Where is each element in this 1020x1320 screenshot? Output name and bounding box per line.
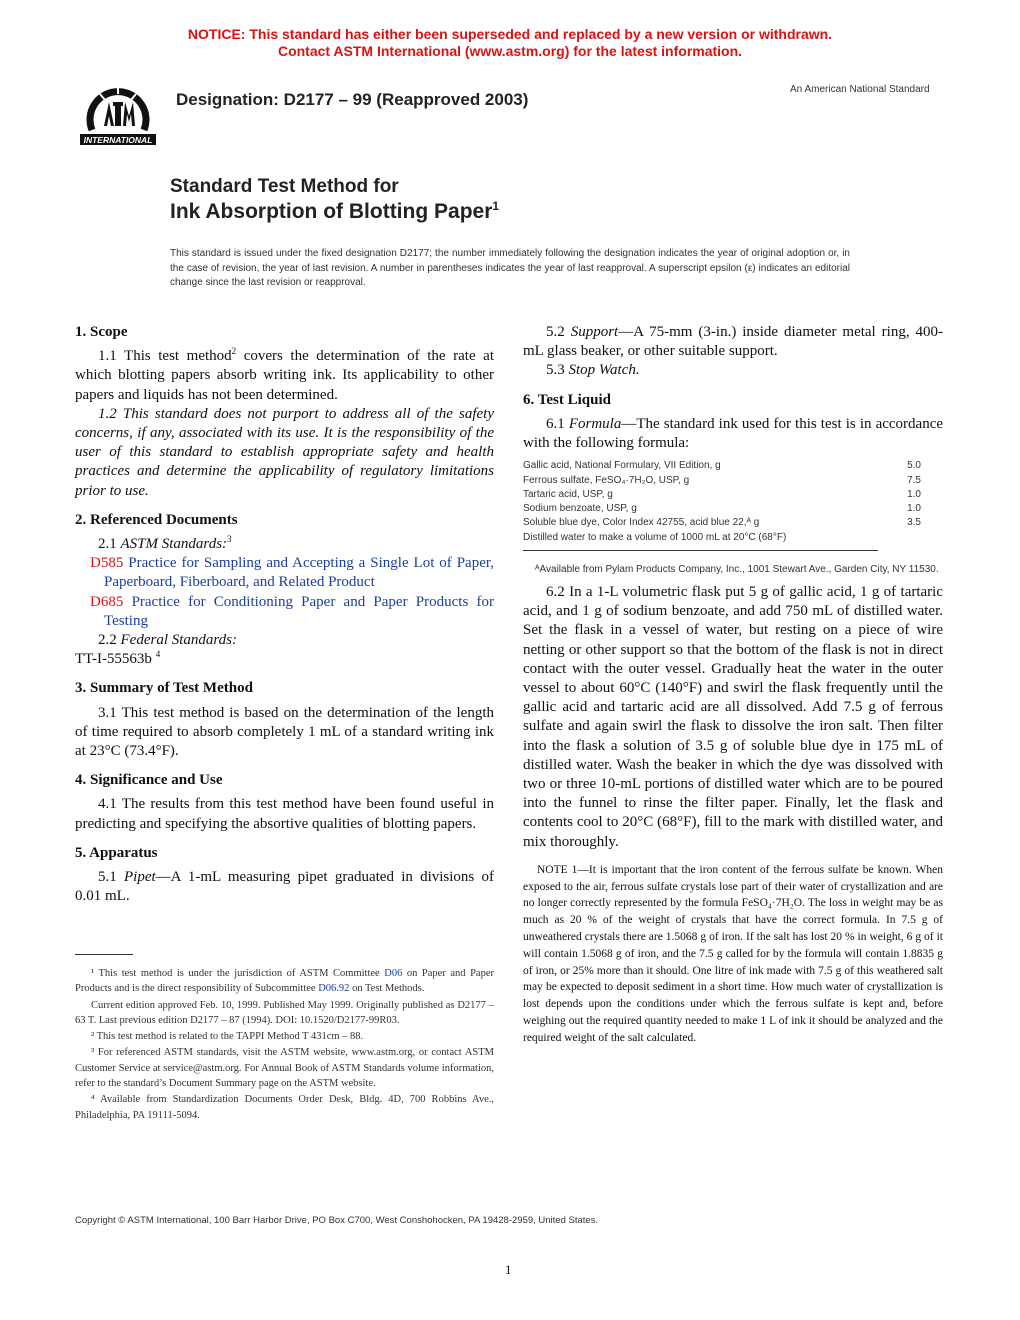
footnotes <box>75 966 494 1124</box>
d585-title-link[interactable]: Practice for Sampling and Accepting a Single Lot of Paper, Paperboard, Fiberboard, and Related Product <box>104 555 495 591</box>
section-apparatus <box>75 844 494 907</box>
astm-standards-label: 2.1 ASTM Standards:$^3$ <box>98 534 232 553</box>
formula-row <box>523 531 943 545</box>
designation: Designation: D2177 – 99 (Reapproved 2003) <box>176 90 529 109</box>
formula-ingredient: Sodium benzoate, USP, g <box>523 503 637 515</box>
formula-ingredient: Tartaric acid, USP, g <box>523 488 613 500</box>
title-line-2 <box>170 199 499 224</box>
formula-row <box>523 488 943 502</box>
paragraph-5-3: 5.3 Stop Watch. <box>546 362 640 379</box>
left-column <box>75 323 494 916</box>
section-heading: 6. Test Liquid <box>523 391 611 408</box>
paragraph-6-1: 6.1 Formula—The standard ink used for this test is in accordance with the following formula: <box>523 415 944 452</box>
d685-title-link[interactable]: Practice for Conditioning Paper and Paper Products for Testing <box>104 593 495 629</box>
subcommittee-d06-92-link[interactable]: D06.92 <box>318 983 350 995</box>
federal-standards-label: 2.2 Federal Standards: <box>98 632 238 649</box>
table-footnote: ᴬAvailable from Pylam Products Company, Inc., 1001 Stewart Ave., Garden City, NY 11530. <box>535 564 939 575</box>
paragraph-1-2: 1.2 This standard does not purport to address all of the safety concerns, if any, associated with its use. It is the responsibility of the user of this standard to establish appropriate safety and health practices and determine the applicability of regulatory limitations prior to use. <box>75 405 494 499</box>
footnote-ref[interactable]: 3 <box>227 534 232 545</box>
formula-ingredient: Soluble blue dye, Color Index 42755, acid blue 22,ᴬ g <box>523 517 760 529</box>
paragraph-5-2: 5.2 Support—A 75-mm (3-in.) inside diameter metal ring, 400-mL glass beaker, or other suitable support. <box>523 324 944 360</box>
footnote-1-edition: Current edition approved Feb. 10, 1999. Published May 1999. Originally published as D2177 – 63 T. Last previous edition D2177 – 87 (1994). DOI: 10.1520/D2177-99R03. <box>75 999 494 1026</box>
page-number: 1 <box>505 1262 512 1277</box>
section-heading: 5. Apparatus <box>75 844 158 861</box>
formula-ingredient: Gallic acid, National Formulary, VII Edition, g <box>523 460 721 472</box>
committee-d06-link[interactable]: D06 <box>384 968 403 979</box>
title-text: Ink Absorption of Blotting Paper <box>170 200 493 223</box>
formula-amount <box>881 531 943 545</box>
reference-d685[interactable] <box>75 593 494 631</box>
title-footnote-mark[interactable]: 1 <box>492 199 500 213</box>
formula-row <box>523 502 943 516</box>
paragraph-5-1: 5.1 Pipet—A 1-mL measuring pipet graduated in divisions of 0.01 mL. <box>75 869 494 905</box>
formula-row <box>523 459 943 473</box>
d585-code[interactable]: D585 <box>90 555 124 572</box>
formula-amount: 1.0 <box>907 503 921 515</box>
paragraph-6-2: 6.2 In a 1-L volumetric flask put 5 g of gallic acid, 1 g of tartaric acid, and 1 g of sodium benzoate, and add 750 mL of distilled water. Set the flask in a vessel of water, but resting on a piece of wire netting or other support so that the bottom of the flask is not in direct contact with the outer vessel. Gradually heat the water in the outer vessel to about 60°C (140°F) and swirl the flask frequently until the gallic acid and tartaric acid are all dissolved. Add 7.5 g of ferrous sulfate and again swirl the flask to dissolve the iron salt. Then filter into the flask a solution of 3.5 g of soluble blue dye in 175 mL of distilled water. Wash the beaker in which the dye was dissolved with two or three 10-mL portions of distilled water which are to be poured into the funnel to rinse the filter paper. Finally, let the flask and contents cool to 20°C (68°F), fill to the mark with distilled water, and mix thoroughly. <box>523 584 943 850</box>
section-heading: 4. Significance and Use <box>75 772 223 789</box>
ink-formula-table <box>523 459 943 545</box>
formula-amount: 3.5 <box>907 517 921 529</box>
section-significance <box>75 771 494 834</box>
federal-standard-tt: TT-I-55563b $^4$ <box>75 649 161 668</box>
footnote-3: ³ For referenced ASTM standards, visit the ASTM website, www.astm.org, or contact ASTM Customer Service at service@astm.org. For Annual Book of ASTM Standards volume information, refer to the standard’s Document Summary page on the ASTM website. <box>75 1047 494 1090</box>
reference-d585[interactable] <box>75 554 494 592</box>
footnote-ref[interactable]: 2 <box>231 346 237 357</box>
notice-line-1: NOTICE: This standard has either been superseded and replaced by a new version or withdrawn. <box>187 26 833 42</box>
formula-amount: 1.0 <box>907 488 921 500</box>
formula-amount: 7.5 <box>907 474 921 486</box>
section-heading: 3. Summary of Test Method <box>75 680 253 697</box>
notice-line-2: Contact ASTM International (www.astm.org) for the latest information. <box>277 43 743 59</box>
paragraph-4-1: 4.1 The results from this test method have been found useful in predicting and specifying the absortive qualities of blotting papers. <box>75 796 494 832</box>
title-line-1: Standard Test Method for <box>170 176 399 197</box>
section-referenced-documents <box>75 511 494 670</box>
section-heading: 1. Scope <box>75 324 128 340</box>
paragraph-1-1: 1.1 This test method$^2$ covers the determination of the rate at which blotting papers absorb writing ink. Its applicability to other papers and liquids has not been determined. <box>75 346 494 403</box>
formula-amount: 5.0 <box>907 460 921 472</box>
astm-logo-icon <box>78 78 158 148</box>
paragraph-3-1: 3.1 This test method is based on the determination of the length of time required to absorb completely 1 mL of a standard writing ink at 23°C (73.4°F). <box>75 704 494 760</box>
section-summary <box>75 679 494 761</box>
formula-row <box>523 516 943 530</box>
right-column <box>523 323 943 1047</box>
section-scope <box>75 323 494 501</box>
footnote-2: ² This test method is related to the TAPPI Method T 431cm – 88. <box>91 1031 364 1043</box>
formula-ingredient: Ferrous sulfate, FeSO₄·7H₂O, USP, g <box>523 474 690 486</box>
copyright: Copyright © ASTM International, 100 Barr Harbor Drive, PO Box C700, West Conshohocken, PA 19428-2959, United States. <box>75 1215 599 1226</box>
section-heading: 2. Referenced Documents <box>75 511 238 528</box>
formula-ingredient: Distilled water to make a volume of 1000 mL at 20°C (68°F) <box>523 531 787 543</box>
section-test-liquid <box>523 391 943 1047</box>
footnote-rule <box>75 954 133 955</box>
american-national-standard-label: An American National Standard <box>790 84 930 95</box>
footnote-1: ¹ This test method is under the jurisdiction of ASTM Committee D06 on Paper and Paper Products and is the direct responsibility of Subcommittee D06.92 on Test Methods. <box>75 968 494 995</box>
standard-issuance-notice: This standard is issued under the fixed designation D2177; the number immediately following the designation indicates the year of original adoption or, in the case of revision, the year of last revision. A number in parentheses indicates the year of last reapproval. A superscript epsilon (ε) indicates an editorial change since the last revision or reapproval. <box>170 248 850 288</box>
d685-code[interactable]: D685 <box>90 593 124 610</box>
table-rule <box>523 550 878 551</box>
withdrawal-notice <box>0 26 1020 60</box>
logo-label: INTERNATIONAL <box>83 135 153 145</box>
footnote-4: ⁴ Available from Standardization Documents Order Desk, Bldg. 4D, 700 Robbins Ave., Philadelphia, PA 19111-5094. <box>75 1094 494 1121</box>
footnote-ref[interactable]: 4 <box>155 649 161 660</box>
note-1: NOTE 1—It is important that the iron content of the ferrous sulfate be known. When exposed to the air, ferrous sulfate crystals lose part of their water of crystallization and are no longer correctly represented by the formula FeSO₄·7H₂O. The loss in weight may be as much as 20 % of the weight of crystals that have the correct formula. In 7.5 g of unweathered crystals there are 1.5068 g of iron. If the salt has lost 20 % in weight, 6 g of it will contain 1.5068 g of iron, and the 7.5 g called for by the formula will contain 1.8835 g of iron, or 25% more than it should. One litre of ink made with 7.5 g of this weathered salt may be expected to deposit sediment in a short time. How much water of crystallization is lost depends upon the conditions under which the ferrous sulfate is kept and, before weighing out the required quantity needed to make 1 L of ink it should be analyzed and the required weight of the salt calculated. <box>523 863 943 1044</box>
astm-logo <box>78 78 158 148</box>
formula-row <box>523 474 943 488</box>
